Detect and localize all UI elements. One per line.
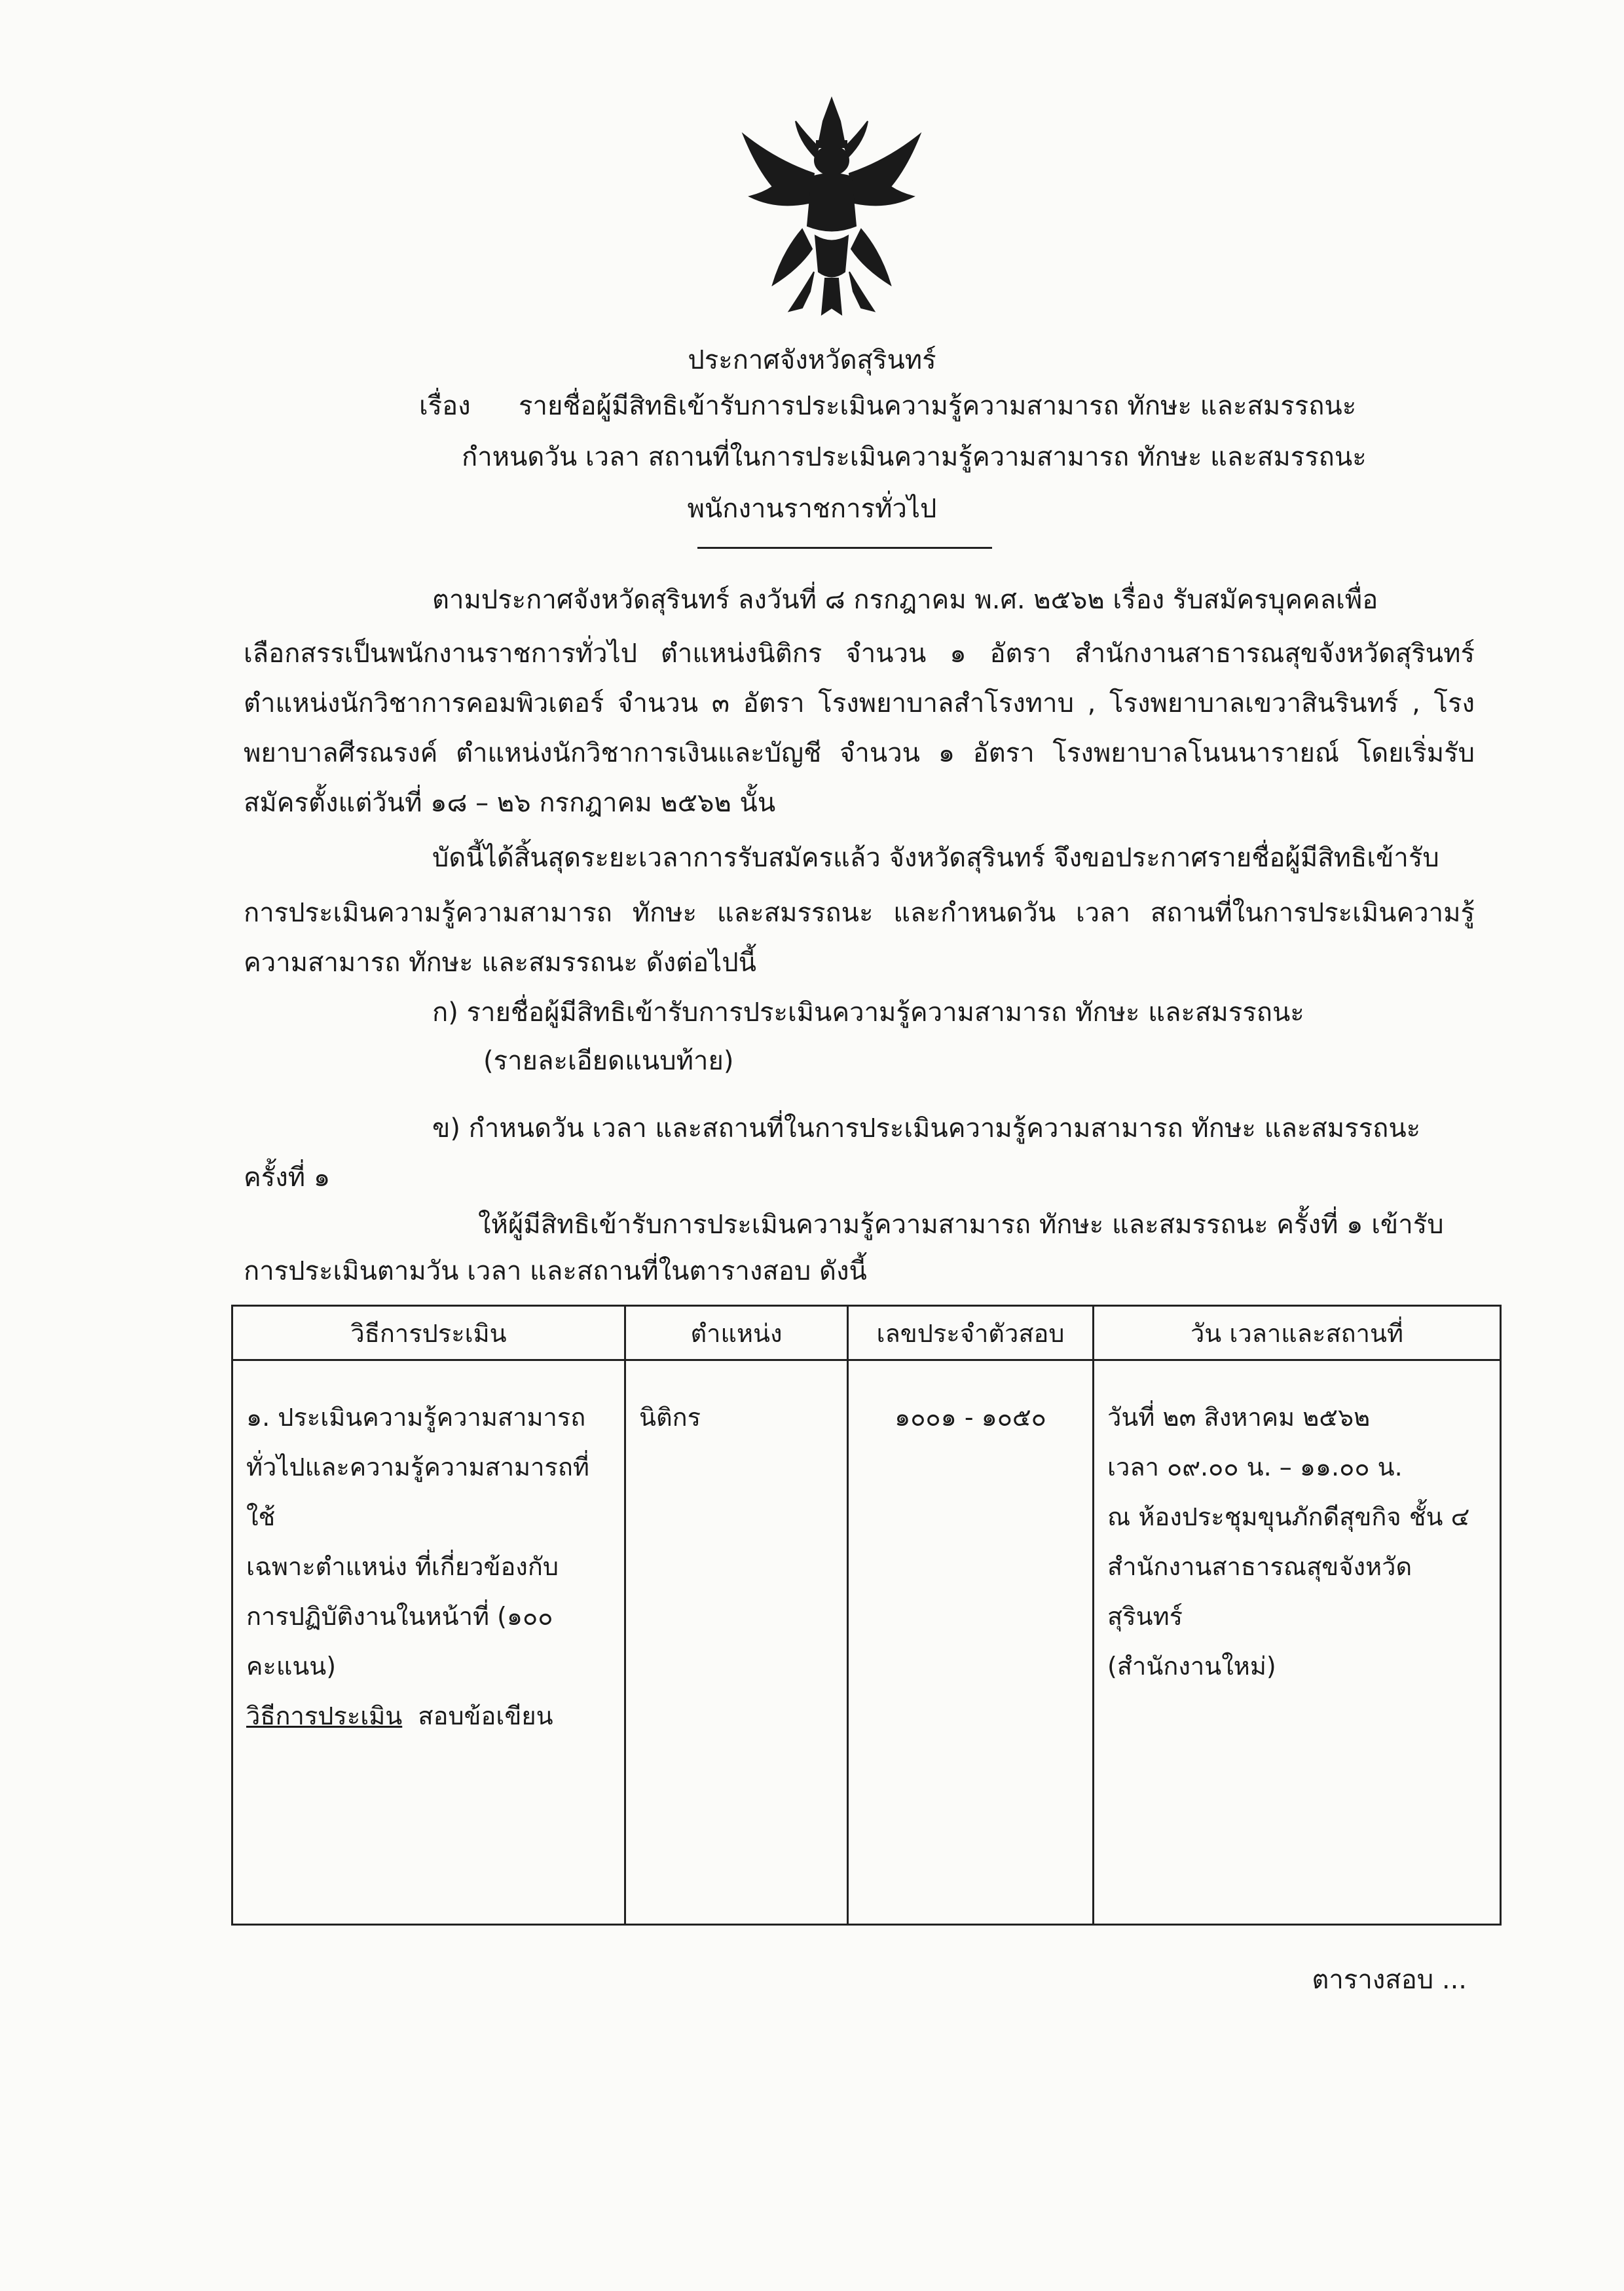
header-divider	[697, 547, 992, 549]
item-a-line-1: ก) รายชื่อผู้มีสิทธิเข้ารับการประเมินความรู้ความสามารถ ทักษะ และสมรรถนะ	[432, 997, 1304, 1028]
exam-schedule-table	[231, 1305, 1502, 1926]
subject-line-3: พนักงานราชการทั่วไป	[687, 494, 937, 524]
item-b-line-2: ครั้งที่ ๑	[244, 1163, 331, 1193]
para3-body: การประเมินตามวัน เวลา และสถานที่ในตารางสอบ ดังนี้	[244, 1256, 867, 1286]
para3-first-line: ให้ผู้มีสิทธิเข้ารับการประเมินความรู้ความสามารถ ทักษะ และสมรรถนะ ครั้งที่ ๑ เข้ารับ	[478, 1210, 1444, 1240]
cell-position: นิติกร	[625, 1360, 848, 1925]
header-date-time-venue: วัน เวลาและสถานที่	[1094, 1306, 1501, 1360]
item-a-line-2: (รายละเอียดแนบท้าย)	[483, 1046, 734, 1076]
cell-method	[232, 1360, 625, 1925]
para1-first-line: ตามประกาศจังหวัดสุรินทร์ ลงวันที่ ๘ กรกฎาคม พ.ศ. ๒๕๖๒ เรื่อง รับสมัครบุคคลเพื่อ	[432, 585, 1378, 615]
table-row	[232, 1360, 1501, 1925]
header-position: ตำแหน่ง	[625, 1306, 848, 1360]
header-exam-number: เลขประจำตัวสอบ	[848, 1306, 1094, 1360]
method-description: ๑. ประเมินความรู้ความสามารถ ทั่วไปและความรู้ความสามารถที่ใช้ เฉพาะตำแหน่ง ที่เกี่ยวข้องกับ การปฏิบัติงานในหน้าที่ (๑๐๐ คะแนน)	[246, 1403, 589, 1681]
para2-body: การประเมินความรู้ความสามารถ ทักษะ และสมรรถนะ และกำหนดวัน เวลา สถานที่ในการประเมินความรู้ความสามารถ ทักษะ และสมรรถนะ ดังต่อไปนี้	[244, 898, 1475, 978]
para1-body: เลือกสรรเป็นพนักงานราชการทั่วไป ตำแหน่งนิติกร จำนวน ๑ อัตรา สำนักงานสาธารณสุขจังหวัดสุรินทร์ ตำแหน่งนักวิชาการคอมพิวเตอร์ จำนวน ๓ อัตรา โรงพยาบาลสำโรงทาบ , โรงพยาบาลเขวาสินรินทร์ , โรงพยาบาลศีรณรงค์ ตำแหน่งนักวิชาการเงินและบัญชี จำนวน ๑ อัตรา โรงพยาบาลโนนนารายณ์ โดยเริ่มรับสมัครตั้งแต่วันที่ ๑๘ – ๒๖ กรกฎาคม ๒๕๖๒ นั้น	[244, 639, 1475, 818]
subject-line-1: รายชื่อผู้มีสิทธิเข้ารับการประเมินความรู้ความสามารถ ทักษะ และสมรรถนะ	[519, 391, 1357, 421]
cell-exam-numbers: ๑๐๐๑ - ๑๐๕๐	[848, 1360, 1094, 1925]
para2-first-line: บัดนี้ได้สิ้นสุดระยะเวลาการรับสมัครแล้ว จังหวัดสุรินทร์ จึงขอประกาศรายชื่อผู้มีสิทธิเข้ารับ	[432, 843, 1439, 873]
cell-date-time-venue: วันที่ ๒๓ สิงหาคม ๒๕๖๒ เวลา ๐๙.๐๐ น. – ๑๑.๐๐ น. ณ ห้องประชุมขุนภักดีสุขกิจ ชั้น ๔ สำนักงานสาธารณสุขจังหวัดสุรินทร์ (สำนักงานใหม่)	[1094, 1360, 1501, 1925]
item-b-line-1: ข) กำหนดวัน เวลา และสถานที่ในการประเมินความรู้ความสามารถ ทักษะ และสมรรถนะ	[432, 1113, 1421, 1144]
method-value: สอบข้อเขียน	[418, 1702, 553, 1730]
page-continuation: ตารางสอบ ...	[1312, 1965, 1467, 1995]
table-header-row	[232, 1306, 1501, 1360]
method-label: วิธีการประเมิน	[246, 1702, 403, 1730]
subject-line-2: กำหนดวัน เวลา สถานที่ในการประเมินความรู้ความสามารถ ทักษะ และสมรรถนะ	[462, 442, 1367, 472]
announcement-title: ประกาศจังหวัดสุรินทร์	[688, 345, 936, 375]
subject-label: เรื่อง	[419, 391, 471, 421]
header-method: วิธีการประเมิน	[232, 1306, 625, 1360]
garuda-emblem-icon	[737, 95, 927, 321]
